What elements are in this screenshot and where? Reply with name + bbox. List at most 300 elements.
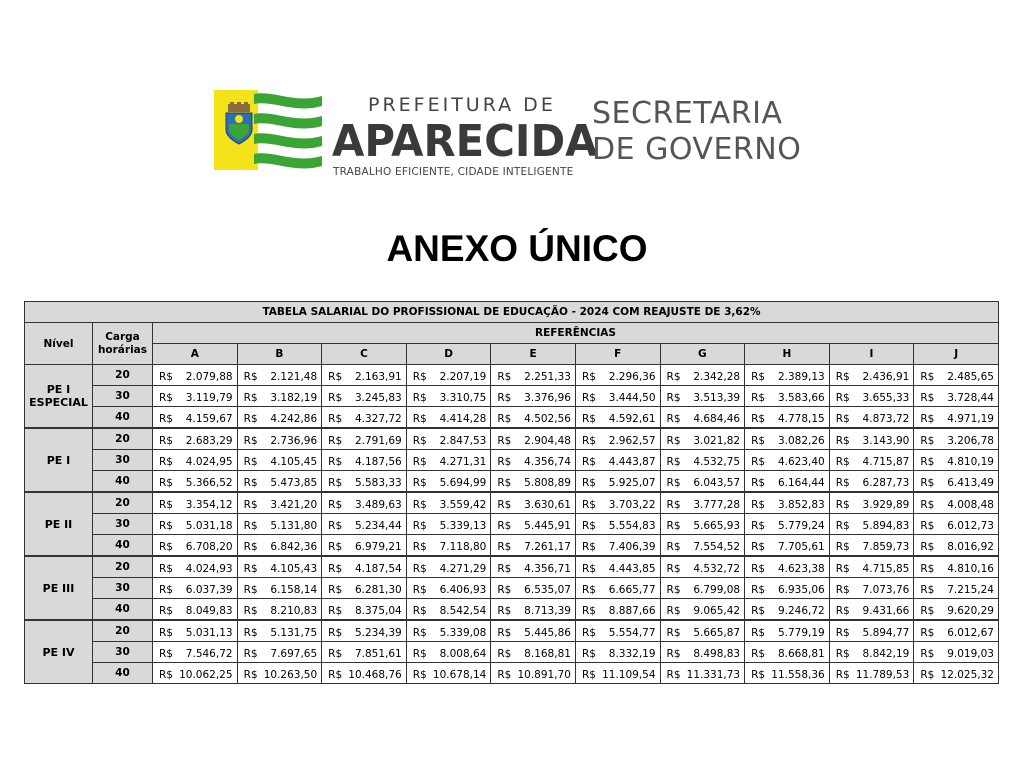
currency-label: R$ (835, 605, 850, 617)
salary-cell (322, 556, 407, 578)
currency-label: R$ (158, 563, 173, 575)
currency-label: R$ (328, 499, 343, 511)
salary-cell (406, 642, 491, 663)
salary-cell (491, 578, 576, 599)
currency-label: R$ (158, 605, 173, 617)
salary-cell (237, 428, 322, 450)
salary-value: 4.623,40 (777, 456, 825, 468)
table-row (25, 578, 999, 599)
nivel-header: Nível (25, 323, 93, 365)
salary-value: 4.008,48 (947, 499, 994, 511)
reference-letters-row (25, 344, 999, 365)
salary-cell (575, 620, 660, 642)
currency-label: R$ (243, 435, 258, 447)
currency-label: R$ (243, 413, 258, 425)
currency-label: R$ (497, 456, 512, 468)
salary-cell (491, 556, 576, 578)
salary-value: 2.791,69 (354, 435, 402, 447)
salary-cell (322, 535, 407, 557)
currency-label: R$ (412, 648, 427, 660)
salary-cell (322, 471, 407, 493)
carga-cell: 40 (92, 663, 152, 684)
currency-label: R$ (920, 520, 935, 532)
salary-cell (322, 450, 407, 471)
salary-cell (914, 492, 999, 514)
currency-label: R$ (920, 456, 935, 468)
salary-cell (914, 514, 999, 535)
salary-value: 6.012,73 (947, 520, 994, 532)
currency-label: R$ (158, 456, 173, 468)
salary-value: 4.715,85 (862, 563, 910, 575)
salary-value: 8.842,19 (862, 648, 910, 660)
salary-value: 3.376,96 (524, 392, 571, 404)
currency-label: R$ (581, 541, 596, 553)
salary-value: 2.079,88 (185, 371, 233, 383)
salary-value: 7.261,17 (524, 541, 571, 553)
salary-cell (152, 578, 237, 599)
salary-cell (152, 428, 237, 450)
salary-cell (660, 365, 745, 386)
currency-label: R$ (835, 456, 850, 468)
currency-label: R$ (158, 648, 173, 660)
salary-value: 2.207,19 (439, 371, 487, 383)
currency-label: R$ (328, 371, 343, 383)
salary-cell (914, 556, 999, 578)
currency-label: R$ (751, 413, 766, 425)
salary-value: 3.310,75 (439, 392, 487, 404)
salary-value: 4.623,38 (777, 563, 825, 575)
salary-value: 2.436,91 (862, 371, 910, 383)
currency-label: R$ (920, 392, 935, 404)
salary-cell (406, 365, 491, 386)
salary-value: 3.021,82 (693, 435, 741, 447)
salary-cell (745, 642, 830, 663)
salary-cell (237, 492, 322, 514)
currency-label: R$ (835, 371, 850, 383)
salary-cell (575, 428, 660, 450)
salary-value: 2.847,53 (439, 435, 487, 447)
salary-cell (406, 663, 491, 684)
salary-cell (322, 407, 407, 429)
currency-label: R$ (497, 627, 512, 639)
currency-label: R$ (412, 499, 427, 511)
currency-label: R$ (412, 669, 427, 681)
salary-value: 11.789,53 (855, 669, 910, 681)
currency-label: R$ (328, 605, 343, 617)
currency-label: R$ (497, 413, 512, 425)
salary-cell (237, 450, 322, 471)
salary-cell (745, 407, 830, 429)
currency-label: R$ (751, 392, 766, 404)
table-row (25, 663, 999, 684)
salary-cell (914, 535, 999, 557)
currency-label: R$ (666, 648, 681, 660)
salary-value: 7.554,52 (693, 541, 741, 553)
salary-value: 3.206,78 (947, 435, 994, 447)
currency-label: R$ (581, 499, 596, 511)
salary-value: 4.810,19 (947, 456, 994, 468)
salary-value: 4.271,31 (439, 456, 487, 468)
salary-cell (745, 578, 830, 599)
nivel-cell: PE II (25, 492, 93, 556)
salary-cell (491, 471, 576, 493)
salary-cell (914, 578, 999, 599)
currency-label: R$ (328, 584, 343, 596)
salary-cell (491, 642, 576, 663)
table-row (25, 599, 999, 621)
salary-cell (829, 471, 914, 493)
currency-label: R$ (243, 520, 258, 532)
salary-cell (914, 620, 999, 642)
currency-label: R$ (835, 435, 850, 447)
salary-value: 11.109,54 (602, 669, 656, 681)
currency-label: R$ (920, 605, 935, 617)
salary-cell (406, 428, 491, 450)
currency-label: R$ (412, 413, 427, 425)
salary-value: 5.554,77 (608, 627, 656, 639)
salary-cell (237, 386, 322, 407)
carga-cell: 30 (92, 450, 152, 471)
salary-cell (914, 428, 999, 450)
table-row (25, 620, 999, 642)
currency-label: R$ (497, 584, 512, 596)
salary-value: 10.891,70 (517, 669, 571, 681)
currency-label: R$ (920, 371, 935, 383)
currency-label: R$ (751, 520, 766, 532)
salary-value: 6.012,67 (947, 627, 994, 639)
salary-cell (237, 535, 322, 557)
salary-value: 5.694,99 (439, 477, 487, 489)
table-row (25, 471, 999, 493)
salary-value: 4.532,72 (693, 563, 741, 575)
salary-value: 4.242,86 (270, 413, 318, 425)
currency-label: R$ (666, 584, 681, 596)
currency-label: R$ (243, 563, 258, 575)
salary-cell (575, 386, 660, 407)
salary-cell (829, 599, 914, 621)
salary-cell (322, 386, 407, 407)
salary-value: 6.037,39 (185, 584, 233, 596)
salary-table-body (25, 365, 999, 684)
salary-value: 4.159,67 (185, 413, 233, 425)
currency-label: R$ (497, 541, 512, 553)
currency-label: R$ (666, 456, 681, 468)
salary-value: 8.168,81 (524, 648, 571, 660)
salary-value: 4.715,87 (862, 456, 910, 468)
table-row (25, 514, 999, 535)
salary-cell (237, 556, 322, 578)
salary-cell (914, 407, 999, 429)
salary-cell (575, 365, 660, 386)
salary-value: 6.708,20 (185, 541, 233, 553)
currency-label: R$ (666, 435, 681, 447)
salary-cell (745, 492, 830, 514)
currency-label: R$ (581, 669, 596, 681)
salary-cell (914, 365, 999, 386)
table-row (25, 492, 999, 514)
currency-label: R$ (835, 392, 850, 404)
salary-cell (322, 620, 407, 642)
currency-label: R$ (666, 563, 681, 575)
salary-cell (406, 578, 491, 599)
currency-label: R$ (497, 563, 512, 575)
salary-value: 5.445,86 (524, 627, 571, 639)
salary-cell (829, 663, 914, 684)
salary-value: 6.665,77 (608, 584, 656, 596)
salary-value: 4.414,28 (439, 413, 487, 425)
salary-value: 4.810,16 (947, 563, 994, 575)
carga-cell: 30 (92, 514, 152, 535)
salary-value: 7.406,39 (608, 541, 656, 553)
salary-cell (491, 620, 576, 642)
currency-label: R$ (835, 584, 850, 596)
salary-value: 9.019,03 (947, 648, 994, 660)
salary-value: 4.532,75 (693, 456, 741, 468)
currency-label: R$ (243, 477, 258, 489)
currency-label: R$ (666, 413, 681, 425)
salary-cell (745, 471, 830, 493)
salary-cell (152, 514, 237, 535)
currency-label: R$ (158, 392, 173, 404)
table-row (25, 535, 999, 557)
currency-label: R$ (497, 435, 512, 447)
salary-cell (152, 663, 237, 684)
salary-cell (322, 514, 407, 535)
currency-label: R$ (835, 648, 850, 660)
salary-value: 10.468,76 (348, 669, 402, 681)
salary-value: 6.281,30 (354, 584, 402, 596)
city-crest-icon (222, 102, 256, 146)
salary-cell (322, 428, 407, 450)
salary-cell (660, 386, 745, 407)
currency-label: R$ (835, 499, 850, 511)
currency-label: R$ (158, 584, 173, 596)
currency-label: R$ (920, 435, 935, 447)
currency-label: R$ (158, 477, 173, 489)
page-header (0, 0, 1024, 200)
currency-label: R$ (412, 563, 427, 575)
salary-cell (575, 642, 660, 663)
salary-cell (322, 365, 407, 386)
salary-value: 4.592,61 (608, 413, 656, 425)
salary-cell (491, 663, 576, 684)
salary-value: 5.339,13 (439, 520, 487, 532)
currency-label: R$ (920, 413, 935, 425)
carga-cell: 40 (92, 599, 152, 621)
salary-cell (406, 471, 491, 493)
currency-label: R$ (243, 499, 258, 511)
salary-cell (914, 642, 999, 663)
salary-cell (914, 471, 999, 493)
salary-value: 5.894,83 (862, 520, 910, 532)
salary-value: 4.443,85 (608, 563, 656, 575)
currency-label: R$ (751, 541, 766, 553)
currency-label: R$ (581, 605, 596, 617)
salary-value: 4.024,95 (185, 456, 233, 468)
carga-cell: 40 (92, 407, 152, 429)
city-name: APARECIDA (332, 116, 598, 167)
salary-value: 2.485,65 (947, 371, 994, 383)
currency-label: R$ (920, 477, 935, 489)
currency-label: R$ (581, 520, 596, 532)
currency-label: R$ (497, 605, 512, 617)
salary-value: 4.502,56 (524, 413, 571, 425)
nivel-cell: PE III (25, 556, 93, 620)
currency-label: R$ (581, 435, 596, 447)
reference-header-b: B (237, 344, 322, 365)
salary-value: 2.342,28 (693, 371, 741, 383)
salary-cell (575, 450, 660, 471)
reference-header-h: H (745, 344, 830, 365)
salary-value: 2.904,48 (524, 435, 571, 447)
salary-value: 5.339,08 (439, 627, 487, 639)
salary-value: 4.105,43 (270, 563, 318, 575)
salary-value: 2.296,36 (608, 371, 656, 383)
salary-cell (491, 514, 576, 535)
salary-value: 3.703,22 (608, 499, 656, 511)
salary-cell (829, 428, 914, 450)
reference-header-f: F (575, 344, 660, 365)
salary-value: 4.187,56 (354, 456, 402, 468)
salary-cell (237, 514, 322, 535)
salary-cell (152, 556, 237, 578)
salary-cell (152, 642, 237, 663)
salary-value: 2.962,57 (608, 435, 656, 447)
salary-value: 8.713,39 (524, 605, 571, 617)
reference-header-j: J (914, 344, 999, 365)
salary-value: 7.859,73 (862, 541, 910, 553)
salary-value: 4.971,19 (947, 413, 994, 425)
salary-cell (745, 663, 830, 684)
table-title: TABELA SALARIAL DO PROFISSIONAL DE EDUCAÇÃO - 2024 COM REAJUSTE DE 3,62% (25, 302, 999, 323)
salary-cell (660, 535, 745, 557)
salary-value: 5.366,52 (185, 477, 233, 489)
salary-cell (152, 407, 237, 429)
currency-label: R$ (751, 477, 766, 489)
salary-value: 5.234,39 (354, 627, 402, 639)
table-row (25, 365, 999, 386)
table-row (25, 642, 999, 663)
currency-label: R$ (920, 627, 935, 639)
currency-label: R$ (581, 456, 596, 468)
salary-value: 8.016,92 (947, 541, 994, 553)
currency-label: R$ (666, 520, 681, 532)
salary-value: 9.065,42 (693, 605, 741, 617)
salary-cell (575, 578, 660, 599)
salary-cell (152, 386, 237, 407)
salary-value: 2.251,33 (524, 371, 571, 383)
currency-label: R$ (581, 477, 596, 489)
salary-cell (914, 386, 999, 407)
prefeitura-label: PREFEITURA DE (368, 94, 556, 116)
salary-cell (491, 599, 576, 621)
salary-cell (237, 663, 322, 684)
salary-cell (406, 492, 491, 514)
salary-value: 6.535,07 (524, 584, 571, 596)
salary-value: 3.119,79 (185, 392, 233, 404)
salary-value: 4.105,45 (270, 456, 318, 468)
salary-cell (745, 428, 830, 450)
salary-cell (914, 663, 999, 684)
currency-label: R$ (835, 627, 850, 639)
salary-value: 4.187,54 (354, 563, 402, 575)
reference-header-e: E (491, 344, 576, 365)
salary-cell (491, 386, 576, 407)
salary-cell (152, 620, 237, 642)
salary-cell (660, 620, 745, 642)
salary-value: 12.025,32 (940, 669, 994, 681)
currency-label: R$ (412, 371, 427, 383)
salary-cell (237, 578, 322, 599)
currency-label: R$ (328, 413, 343, 425)
salary-cell (406, 514, 491, 535)
currency-label: R$ (581, 371, 596, 383)
salary-cell (491, 365, 576, 386)
currency-label: R$ (835, 541, 850, 553)
currency-label: R$ (158, 435, 173, 447)
salary-cell (237, 471, 322, 493)
salary-value: 3.421,20 (270, 499, 318, 511)
currency-label: R$ (328, 392, 343, 404)
salary-value: 2.736,96 (270, 435, 318, 447)
salary-value: 5.779,24 (777, 520, 825, 532)
salary-value: 4.327,72 (354, 413, 402, 425)
salary-cell (660, 599, 745, 621)
salary-value: 5.131,75 (270, 627, 318, 639)
reference-header-c: C (322, 344, 407, 365)
salary-cell (152, 365, 237, 386)
salary-value: 8.210,83 (270, 605, 318, 617)
salary-value: 4.443,87 (608, 456, 656, 468)
salary-value: 6.935,06 (777, 584, 825, 596)
currency-label: R$ (666, 499, 681, 511)
salary-cell (660, 556, 745, 578)
carga-cell: 30 (92, 386, 152, 407)
salary-value: 3.182,19 (270, 392, 318, 404)
reference-header-d: D (406, 344, 491, 365)
currency-label: R$ (497, 392, 512, 404)
salary-cell (152, 535, 237, 557)
currency-label: R$ (751, 435, 766, 447)
salary-value: 5.779,19 (777, 627, 825, 639)
salary-cell (237, 620, 322, 642)
salary-value: 8.375,04 (354, 605, 402, 617)
currency-label: R$ (581, 584, 596, 596)
salary-value: 9.431,66 (862, 605, 910, 617)
salary-value: 2.389,13 (777, 371, 825, 383)
currency-label: R$ (412, 520, 427, 532)
currency-label: R$ (497, 477, 512, 489)
currency-label: R$ (412, 541, 427, 553)
currency-label: R$ (751, 605, 766, 617)
salary-value: 5.445,91 (524, 520, 571, 532)
salary-value: 8.498,83 (693, 648, 741, 660)
salary-value: 3.082,26 (777, 435, 825, 447)
salary-cell (829, 386, 914, 407)
currency-label: R$ (920, 669, 935, 681)
salary-cell (152, 471, 237, 493)
currency-label: R$ (328, 563, 343, 575)
currency-label: R$ (835, 563, 850, 575)
salary-cell (322, 492, 407, 514)
currency-label: R$ (412, 627, 427, 639)
salary-value: 5.583,33 (354, 477, 402, 489)
currency-label: R$ (581, 563, 596, 575)
currency-label: R$ (581, 627, 596, 639)
carga-cell: 20 (92, 365, 152, 386)
currency-label: R$ (666, 371, 681, 383)
currency-label: R$ (581, 648, 596, 660)
